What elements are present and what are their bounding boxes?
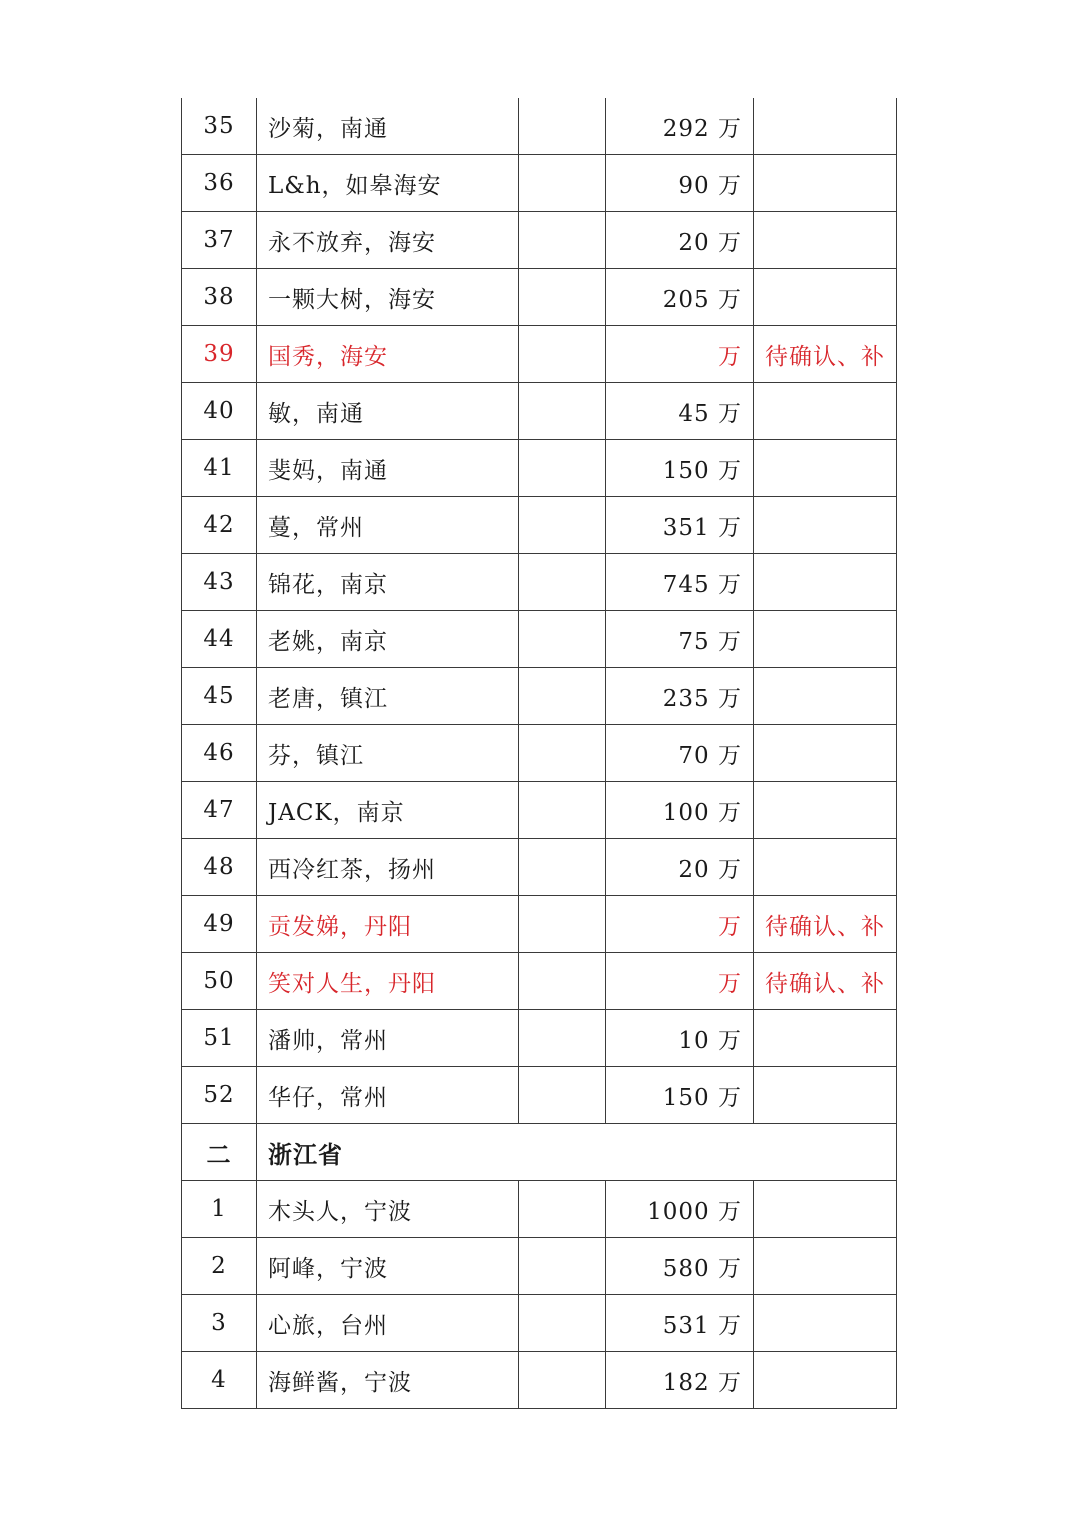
row-amount: 100 万 xyxy=(606,782,754,839)
row-amount: 万 xyxy=(606,953,754,1010)
row-note xyxy=(754,269,897,326)
row-blank-cell xyxy=(519,98,606,155)
row-note xyxy=(754,1067,897,1124)
row-blank-cell xyxy=(519,896,606,953)
table-row-pending xyxy=(182,326,897,383)
row-amount: 1000 万 xyxy=(606,1181,754,1238)
row-number: 48 xyxy=(182,839,257,896)
row-number: 2 xyxy=(182,1238,257,1295)
row-name: 木头人，宁波 xyxy=(257,1181,519,1238)
row-blank-cell xyxy=(519,953,606,1010)
row-number: 51 xyxy=(182,1010,257,1067)
row-amount: 580 万 xyxy=(606,1238,754,1295)
row-note xyxy=(754,1352,897,1409)
row-amount: 205 万 xyxy=(606,269,754,326)
table-row xyxy=(182,1067,897,1124)
section-index: 二 xyxy=(182,1124,257,1181)
row-name: 老姚，南京 xyxy=(257,611,519,668)
row-blank-cell xyxy=(519,269,606,326)
row-amount: 75 万 xyxy=(606,611,754,668)
row-blank-cell xyxy=(519,668,606,725)
row-blank-cell xyxy=(519,1067,606,1124)
table-row xyxy=(182,497,897,554)
row-note xyxy=(754,212,897,269)
row-number: 52 xyxy=(182,1067,257,1124)
row-name: 芬，镇江 xyxy=(257,725,519,782)
section-header-row xyxy=(182,1124,897,1181)
table-row xyxy=(182,554,897,611)
row-name: L&h，如皋海安 xyxy=(257,155,519,212)
row-name: 心旅，台州 xyxy=(257,1295,519,1352)
row-blank-cell xyxy=(519,1238,606,1295)
row-blank-cell xyxy=(519,839,606,896)
row-name: 斐妈，南通 xyxy=(257,440,519,497)
row-blank-cell xyxy=(519,155,606,212)
row-number: 43 xyxy=(182,554,257,611)
row-amount: 531 万 xyxy=(606,1295,754,1352)
row-note xyxy=(754,611,897,668)
row-name: 华仔，常州 xyxy=(257,1067,519,1124)
row-name: 锦花，南京 xyxy=(257,554,519,611)
row-blank-cell xyxy=(519,497,606,554)
row-name: 老唐，镇江 xyxy=(257,668,519,725)
table-row xyxy=(182,440,897,497)
row-note xyxy=(754,668,897,725)
row-blank-cell xyxy=(519,782,606,839)
row-note: 待确认、补 xyxy=(754,326,897,383)
row-note xyxy=(754,725,897,782)
row-amount: 150 万 xyxy=(606,440,754,497)
row-name: 国秀，海安 xyxy=(257,326,519,383)
row-number: 44 xyxy=(182,611,257,668)
table-row xyxy=(182,269,897,326)
row-name: 海鲜酱，宁波 xyxy=(257,1352,519,1409)
table-row xyxy=(182,212,897,269)
table-row-pending xyxy=(182,896,897,953)
row-amount: 292 万 xyxy=(606,98,754,155)
row-name: 敏，南通 xyxy=(257,383,519,440)
row-amount: 45 万 xyxy=(606,383,754,440)
row-blank-cell xyxy=(519,554,606,611)
row-note xyxy=(754,383,897,440)
ledger-table-body xyxy=(182,98,897,1409)
row-blank-cell xyxy=(519,1352,606,1409)
table-row xyxy=(182,725,897,782)
row-number: 41 xyxy=(182,440,257,497)
row-blank-cell xyxy=(519,212,606,269)
row-name: 阿峰，宁波 xyxy=(257,1238,519,1295)
row-amount: 235 万 xyxy=(606,668,754,725)
table-row xyxy=(182,1295,897,1352)
table-row xyxy=(182,1181,897,1238)
row-note xyxy=(754,554,897,611)
table-row-pending xyxy=(182,953,897,1010)
row-note xyxy=(754,782,897,839)
table-row xyxy=(182,611,897,668)
section-title: 浙江省 xyxy=(257,1124,897,1181)
row-note xyxy=(754,440,897,497)
row-note xyxy=(754,1295,897,1352)
ledger-table xyxy=(181,98,897,1409)
row-blank-cell xyxy=(519,1295,606,1352)
row-number: 39 xyxy=(182,326,257,383)
row-note xyxy=(754,497,897,554)
row-note xyxy=(754,1181,897,1238)
row-note xyxy=(754,98,897,155)
row-name: 西冷红茶，扬州 xyxy=(257,839,519,896)
row-name: 潘帅，常州 xyxy=(257,1010,519,1067)
row-number: 37 xyxy=(182,212,257,269)
row-note xyxy=(754,1010,897,1067)
row-note xyxy=(754,839,897,896)
row-number: 36 xyxy=(182,155,257,212)
row-number: 49 xyxy=(182,896,257,953)
row-number: 3 xyxy=(182,1295,257,1352)
row-number: 4 xyxy=(182,1352,257,1409)
row-amount: 20 万 xyxy=(606,839,754,896)
row-name: 贡发娣，丹阳 xyxy=(257,896,519,953)
row-number: 38 xyxy=(182,269,257,326)
row-blank-cell xyxy=(519,383,606,440)
row-number: 50 xyxy=(182,953,257,1010)
table-row xyxy=(182,1010,897,1067)
row-number: 45 xyxy=(182,668,257,725)
row-blank-cell xyxy=(519,611,606,668)
table-row xyxy=(182,668,897,725)
table-row xyxy=(182,383,897,440)
row-note: 待确认、补 xyxy=(754,896,897,953)
table-row xyxy=(182,1238,897,1295)
row-name: JACK，南京 xyxy=(257,782,519,839)
row-name: 一颗大树，海安 xyxy=(257,269,519,326)
row-number: 46 xyxy=(182,725,257,782)
row-amount: 10 万 xyxy=(606,1010,754,1067)
table-row xyxy=(182,782,897,839)
row-number: 47 xyxy=(182,782,257,839)
row-note xyxy=(754,1238,897,1295)
row-amount: 351 万 xyxy=(606,497,754,554)
row-name: 笑对人生，丹阳 xyxy=(257,953,519,1010)
row-note: 待确认、补 xyxy=(754,953,897,1010)
row-amount: 70 万 xyxy=(606,725,754,782)
row-amount: 182 万 xyxy=(606,1352,754,1409)
table-row xyxy=(182,98,897,155)
row-number: 35 xyxy=(182,98,257,155)
row-number: 1 xyxy=(182,1181,257,1238)
row-amount: 150 万 xyxy=(606,1067,754,1124)
table-row xyxy=(182,839,897,896)
row-blank-cell xyxy=(519,440,606,497)
row-blank-cell xyxy=(519,1181,606,1238)
row-name: 永不放弃，海安 xyxy=(257,212,519,269)
row-amount: 90 万 xyxy=(606,155,754,212)
row-name: 沙菊，南通 xyxy=(257,98,519,155)
row-blank-cell xyxy=(519,326,606,383)
row-amount: 20 万 xyxy=(606,212,754,269)
row-number: 40 xyxy=(182,383,257,440)
row-blank-cell xyxy=(519,1010,606,1067)
table-row xyxy=(182,155,897,212)
row-name: 蔓，常州 xyxy=(257,497,519,554)
row-amount: 万 xyxy=(606,326,754,383)
row-blank-cell xyxy=(519,725,606,782)
row-amount: 万 xyxy=(606,896,754,953)
row-amount: 745 万 xyxy=(606,554,754,611)
table-row xyxy=(182,1352,897,1409)
row-number: 42 xyxy=(182,497,257,554)
row-note xyxy=(754,155,897,212)
